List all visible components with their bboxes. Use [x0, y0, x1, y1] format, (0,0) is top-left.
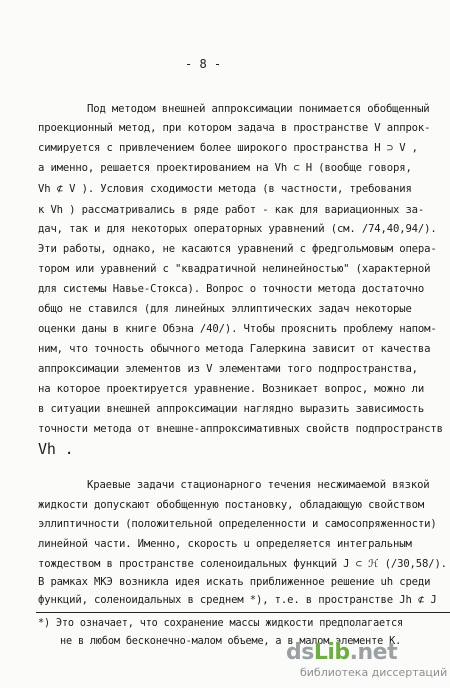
footnote-rule [36, 612, 450, 613]
text-line: Vh . [38, 440, 74, 458]
text-line: аппроксимации элементов из V элементами того подпространства, [38, 363, 418, 375]
text-line: Vh ⊄ V ). Условия сходимости метода (в частности, требования [38, 183, 412, 195]
page-number: - 8 - [185, 57, 222, 71]
text-line: В рамках МКЭ возникла идея искать приближенное решение uh среди [38, 576, 431, 588]
text-line: функций, соленоидальных в среднем *), т.е. в пространстве Jh ⊄ J [38, 594, 437, 606]
text-line: оценки даны в книге Обэна /40/). Чтобы прояснить проблему напом- [38, 323, 437, 335]
watermark-subtitle: библиотека диссертаций [300, 666, 448, 679]
text-line: на которое проектируется уравнение. Возникает вопрос, можно ли [38, 383, 425, 395]
text-line: а именно, решается проектированием на Vh ⊂ H (вообще говоря, [38, 162, 412, 174]
text-line: тором или уравнений с "квадратичной нелинейностью" (характерной [38, 263, 431, 275]
text-line: точности метода от внешне-аппроксимативных свойств подпространств [38, 423, 443, 435]
text-line: к Vh ) рассматривались в ряде работ - как для вариационных за- [38, 204, 425, 216]
text-line: тождеством в пространстве соленоидальных функций J ⊂ ℋ (/30,58/). [38, 558, 447, 570]
watermark [286, 640, 448, 684]
text-line: эллиптичности (положительной определенности и самосопряженности) [38, 518, 437, 530]
text-line: Под методом внешней аппроксимации понимается обобщенный [87, 103, 430, 115]
text-line: в ситуации внешней аппроксимации наглядно выразить зависимость [38, 403, 425, 415]
text-line: проекционный метод, при котором задача в пространстве V аппрок- [38, 122, 431, 134]
text-line: Краевые задачи стационарного течения несжимаемой вязкой [87, 479, 430, 491]
text-line: общо не ставился (для линейных эллиптических задач некоторые [38, 303, 412, 315]
text-line: Эти работы, однако, не касаются уравнений с фредгольмовым опера- [38, 243, 437, 255]
dslib-logo: dsLib.net [286, 640, 398, 665]
footnote-line: не в любом бесконечно-малом объеме, а в малом элементе K. [60, 636, 402, 647]
text-line: жидкости допускают обобщенную постановку, обладающую свойством [38, 499, 425, 511]
text-line: симируется с привлечением более широкого пространства H ⊃ V , [38, 142, 418, 154]
footnote-line: *) Это означает, что сохранение массы жидкости предполагается [38, 618, 403, 629]
text-line: ним, что точность обычного метода Галеркина зависит от качества [38, 343, 431, 355]
text-line: линейной части. Именно, скорость u определяется интегральным [38, 538, 412, 550]
text-line: дач, так и для некоторых операторных уравнений (см. /74,40,94/). [38, 223, 437, 235]
text-line: для системы Навье-Стокса). Вопрос о точности метода достаточно [38, 283, 425, 295]
